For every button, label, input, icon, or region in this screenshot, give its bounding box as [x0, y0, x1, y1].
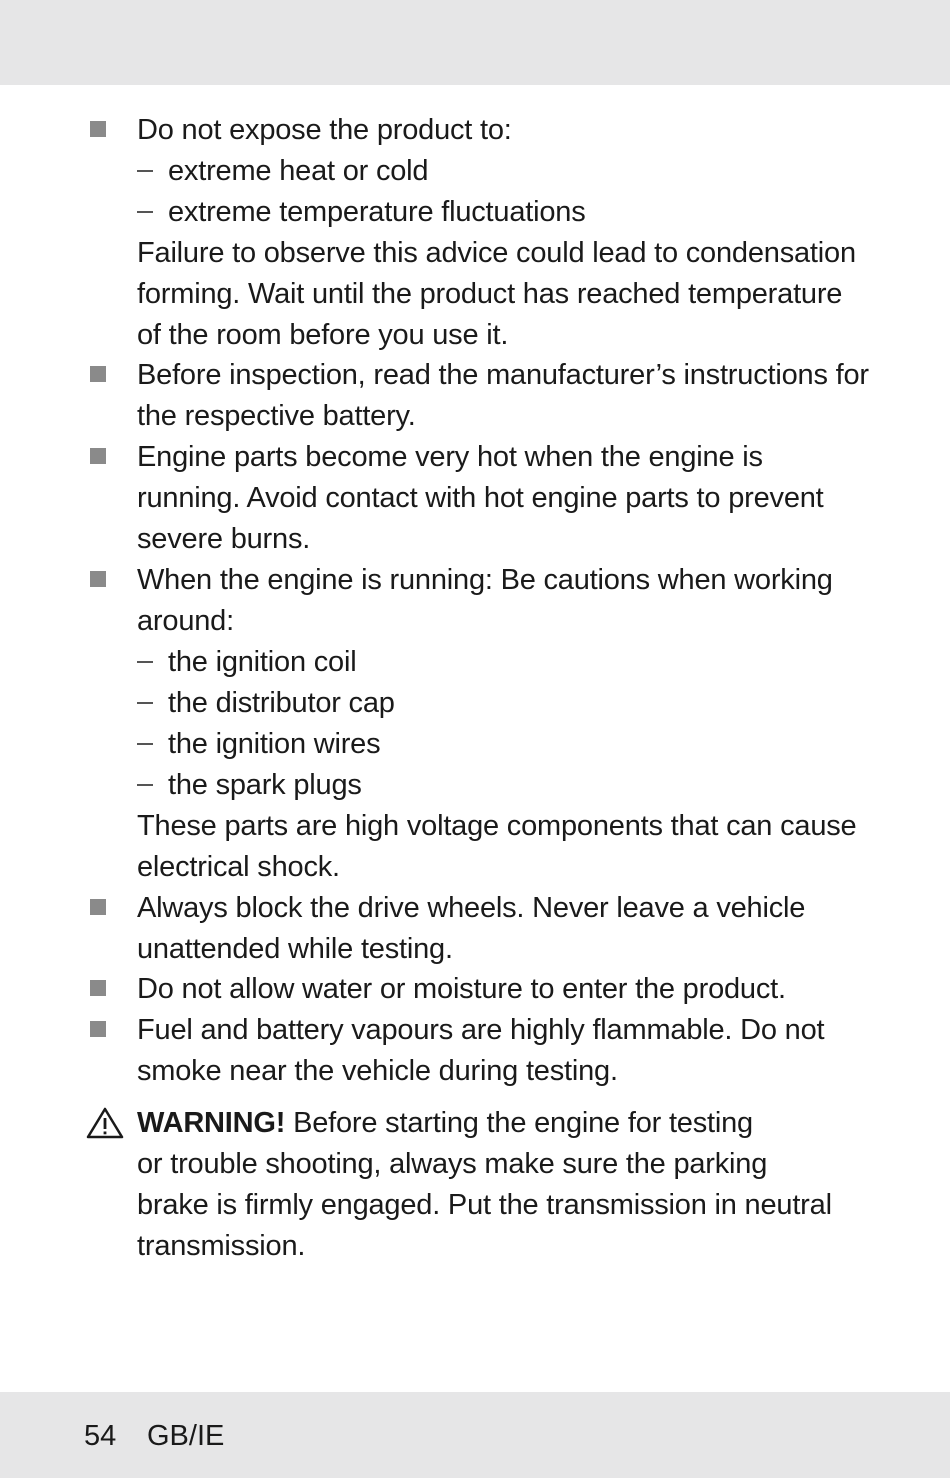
- bullet-marker: [90, 571, 106, 587]
- dash-marker: [137, 702, 153, 704]
- body-text: These parts are high voltage components that can cause: [137, 810, 857, 842]
- body-text: forming. Wait until the product has reached temperature: [137, 278, 843, 310]
- dash-marker: [137, 170, 153, 172]
- list-item: extreme heat or cold: [168, 155, 429, 187]
- dash-marker: [137, 661, 153, 663]
- bullet-marker: [90, 448, 106, 464]
- body-text: Fuel and battery vapours are highly flammable. Do not: [137, 1014, 825, 1046]
- list-item: the spark plugs: [168, 769, 362, 801]
- header-bar: [0, 0, 950, 85]
- bullet-marker: [90, 121, 106, 137]
- body-text: Do not expose the product to:: [137, 114, 512, 146]
- body-text: of the room before you use it.: [137, 319, 509, 351]
- body-text: unattended while testing.: [137, 933, 453, 965]
- body-text: running. Avoid contact with hot engine parts to prevent: [137, 482, 824, 514]
- dash-marker: [137, 211, 153, 213]
- warning-text: transmission.: [137, 1230, 306, 1262]
- body-text: Engine parts become very hot when the engine is: [137, 441, 763, 473]
- warning-text: brake is firmly engaged. Put the transmission in neutral: [137, 1189, 832, 1221]
- locale-label: GB/IE: [147, 1420, 225, 1452]
- body-text: the respective battery.: [137, 400, 416, 432]
- body-text: Always block the drive wheels. Never leave a vehicle: [137, 892, 806, 924]
- warning-text: [137, 1103, 753, 1144]
- bullet-marker: [90, 980, 106, 996]
- list-item: the ignition wires: [168, 728, 381, 760]
- footer-bar: [0, 1392, 950, 1478]
- warning-triangle-icon: [86, 1107, 124, 1139]
- body-text: Failure to observe this advice could lead to condensation: [137, 237, 856, 269]
- list-item: the distributor cap: [168, 687, 395, 719]
- body-text: smoke near the vehicle during testing.: [137, 1055, 618, 1087]
- warning-label: WARNING!: [137, 1107, 286, 1139]
- list-item: extreme temperature fluctuations: [168, 196, 586, 228]
- bullet-marker: [90, 366, 106, 382]
- bullet-marker: [90, 899, 106, 915]
- warning-text: or trouble shooting, always make sure the parking: [137, 1148, 768, 1180]
- dash-marker: [137, 743, 153, 745]
- body-text: Do not allow water or moisture to enter the product.: [137, 973, 786, 1005]
- dash-marker: [137, 784, 153, 786]
- body-text: around:: [137, 605, 234, 637]
- body-text: Before inspection, read the manufacturer’s instructions for: [137, 359, 869, 391]
- page-number: 54: [84, 1420, 117, 1452]
- body-text: severe burns.: [137, 523, 311, 555]
- bullet-marker: [90, 1021, 106, 1037]
- warning-first-line: Before starting the engine for testing: [285, 1107, 753, 1139]
- body-text: electrical shock.: [137, 851, 340, 883]
- body-text: When the engine is running: Be cautions when working: [137, 564, 833, 596]
- list-item: the ignition coil: [168, 646, 357, 678]
